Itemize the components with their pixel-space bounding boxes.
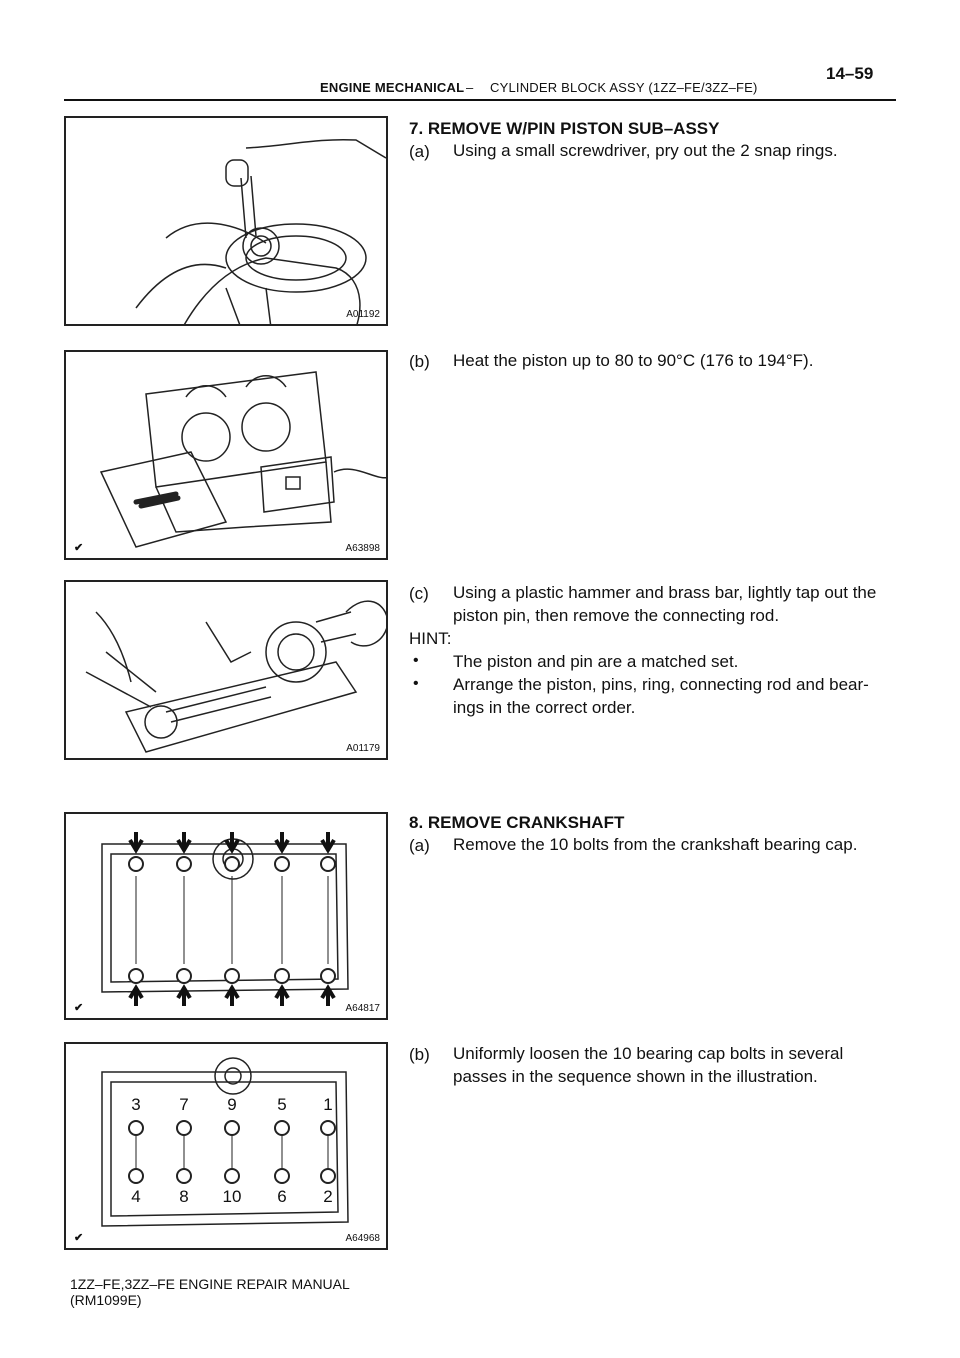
arrow-down-icon: [130, 832, 142, 850]
page-number: 14–59: [826, 64, 874, 83]
bearing-cap-bolt-illustration: [66, 814, 388, 1020]
step7-a-text: Using a small screwdriver, pry out the 2 snap rings.: [453, 141, 838, 160]
figure-id: A01179: [346, 743, 380, 754]
figure-piston-pin: [64, 580, 388, 760]
bolt-head: [275, 857, 289, 871]
hint-bullet-1: The piston and pin are a matched set.: [453, 652, 739, 671]
figure-id: A64968: [345, 1233, 380, 1244]
sequence-number: 10: [222, 1187, 242, 1206]
sequence-number: 5: [277, 1095, 287, 1114]
header-dash: –: [466, 80, 474, 95]
arrow-down-icon: [226, 832, 238, 850]
bolt-head: [321, 857, 335, 871]
bullet-icon: •: [413, 652, 419, 669]
manual-footer: [70, 1276, 350, 1308]
sequence-number: 7: [179, 1095, 189, 1114]
bolt-head: [177, 1121, 191, 1135]
figure-heating: [64, 350, 388, 560]
bolt-head: [177, 857, 191, 871]
step8-b-tag: (b): [409, 1045, 430, 1064]
sequence-number: 8: [179, 1187, 189, 1206]
sequence-number: 3: [131, 1095, 141, 1114]
step7-c-line2: piston pin, then remove the connecting rod.: [453, 606, 780, 625]
step8-title: 8. REMOVE CRANKSHAFT: [409, 813, 625, 832]
bolt-head: [129, 1169, 143, 1183]
snap-ring-illustration: [66, 118, 388, 326]
sequence-number: 1: [323, 1095, 333, 1114]
bolt-head: [321, 1169, 335, 1183]
sequence-number: 6: [277, 1187, 287, 1206]
bolt-head: [129, 969, 143, 983]
bolt-head: [177, 1169, 191, 1183]
step7-c-tag: (c): [409, 584, 429, 603]
step8-b-line1: Uniformly loosen the 10 bearing cap bolts in several: [453, 1044, 844, 1063]
figure-mark: ✔: [74, 1002, 84, 1014]
bullet-icon: •: [413, 675, 419, 692]
hint-label: HINT:: [409, 629, 452, 648]
step7-c-line1: Using a plastic hammer and brass bar, lightly tap out the: [453, 583, 877, 602]
figure-id: A01192: [346, 309, 380, 320]
bolt-head: [321, 1121, 335, 1135]
bolt-head: [225, 1121, 239, 1135]
step7-b-text: Heat the piston up to 80 to 90°C (176 to 194°F).: [453, 351, 814, 370]
bolt-head: [225, 1169, 239, 1183]
bolt-head: [177, 969, 191, 983]
step7-a-tag: (a): [409, 142, 430, 161]
figure-bearing-cap-bolts: [64, 812, 388, 1020]
bolt-head: [129, 857, 143, 871]
footer-line-1: 1ZZ–FE,3ZZ–FE ENGINE REPAIR MANUAL: [70, 1276, 350, 1292]
heating-illustration: [66, 352, 388, 560]
bolt-head: [275, 1121, 289, 1135]
figure-mark: ✔: [74, 542, 84, 554]
bolt-head: [129, 1121, 143, 1135]
sequence-number: 4: [131, 1187, 141, 1206]
arrow-up-icon: [322, 988, 334, 1006]
arrow-down-icon: [322, 832, 334, 850]
loosen-sequence-illustration: [66, 1044, 388, 1250]
section-title: ENGINE MECHANICAL: [320, 80, 465, 95]
step8-b-line2: passes in the sequence shown in the illustration.: [453, 1067, 818, 1086]
hint-bullet-2-line1: Arrange the piston, pins, ring, connecting rod and bear-: [453, 675, 869, 694]
step7-title: 7. REMOVE W/PIN PISTON SUB–ASSY: [409, 119, 720, 138]
arrow-down-icon: [178, 832, 190, 850]
figure-loosen-sequence: [64, 1042, 388, 1250]
arrow-down-icon: [276, 832, 288, 850]
figure-mark: ✔: [74, 1232, 84, 1244]
header-rule: [64, 99, 896, 101]
bolt-head: [321, 969, 335, 983]
bolt-head: [275, 969, 289, 983]
subsection-title: CYLINDER BLOCK ASSY (1ZZ–FE/3ZZ–FE): [490, 80, 758, 95]
arrow-up-icon: [276, 988, 288, 1006]
step8-a-tag: (a): [409, 836, 430, 855]
piston-pin-illustration: [66, 582, 388, 760]
footer-line-2: (RM1099E): [70, 1292, 142, 1308]
bolt-head: [225, 969, 239, 983]
step8-a-text: Remove the 10 bolts from the crankshaft bearing cap.: [453, 835, 858, 854]
bolt-head: [225, 857, 239, 871]
sequence-number: 9: [227, 1095, 237, 1114]
arrow-up-icon: [130, 988, 142, 1006]
figure-snap-ring: [64, 116, 388, 326]
figure-id: A64817: [345, 1003, 380, 1014]
step7-b-tag: (b): [409, 352, 430, 371]
sequence-number: 2: [323, 1187, 333, 1206]
hint-bullet-2-line2: ings in the correct order.: [453, 698, 636, 717]
figure-id: A63898: [345, 543, 380, 554]
bolt-head: [275, 1169, 289, 1183]
